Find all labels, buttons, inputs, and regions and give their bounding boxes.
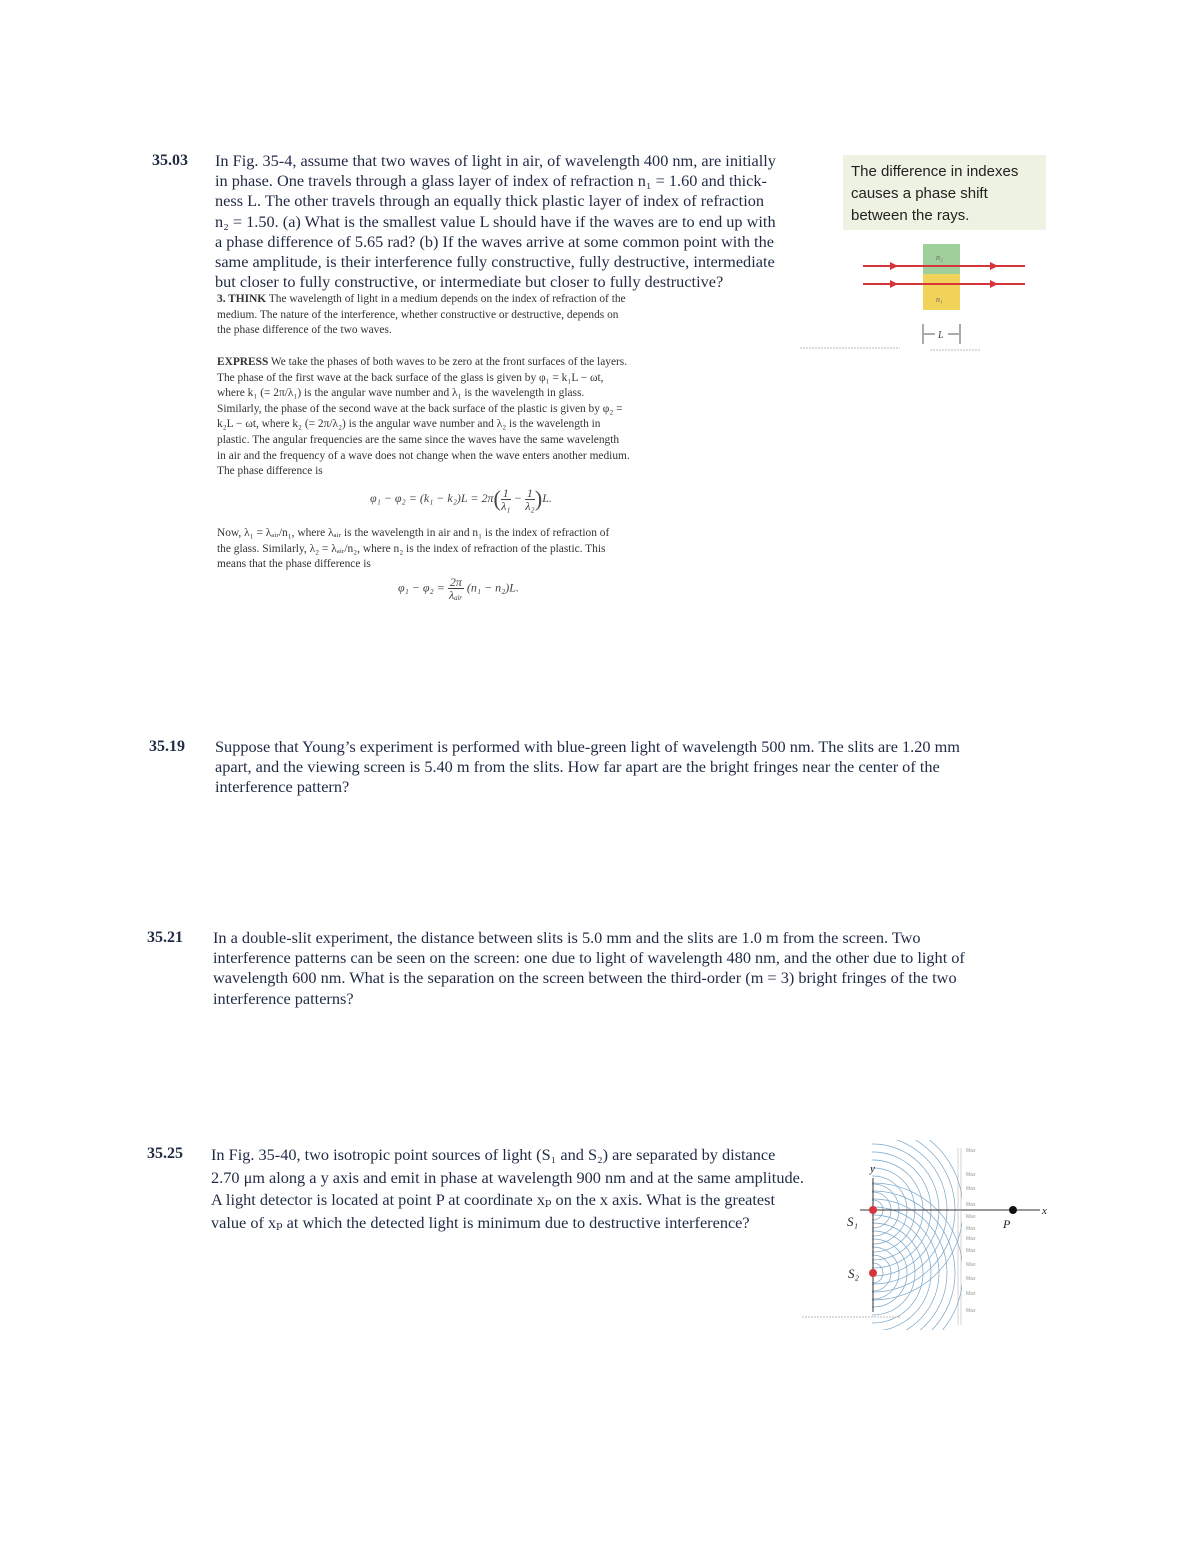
text-line: In Fig. 35-40, two isotropic point sources of light (S₁ and S₂) are separated by distance <box>211 1145 776 1164</box>
text-line: 2.70 μm along a y axis and emit in phase at wavelength 900 nm and at the same amplitude. <box>211 1167 804 1187</box>
problem-number: 35.21 <box>147 929 183 946</box>
arrow-icon <box>990 262 998 270</box>
detector-point <box>1009 1206 1017 1214</box>
arrow-icon <box>890 280 898 288</box>
equation-part: φ₁ − φ₂ = <box>398 580 445 595</box>
text-line: means that the phase difference is <box>217 558 371 571</box>
text-line: wavelength 600 nm. What is the separation on the screen between the third-order (m = 3) bright fringes of the two <box>213 968 957 988</box>
two-source-figure <box>800 1140 1060 1330</box>
equation-phase-index <box>398 576 519 601</box>
text-line: k₂L − ωt, where k₂ (= 2π/λ₂) is the angular wave number and λ₂ is the wavelength in <box>217 418 601 431</box>
problem-number: 35.03 <box>152 152 188 169</box>
max-label: Max <box>966 1291 976 1297</box>
max-label: Max <box>966 1214 976 1220</box>
text-line: but closer to fully constructive, or intermediate but closer to fully destructive? <box>215 272 724 292</box>
text-line: same amplitude, is their interference fully constructive, fully destructive, intermediate <box>215 252 775 272</box>
text-line: in phase. One travels through a glass layer of index of refraction n₁ = 1.60 and thick- <box>215 171 767 191</box>
text-line: In Fig. 35-4, assume that two waves of light in air, of wavelength 400 nm, are initially <box>215 151 776 170</box>
text-line: interference patterns? <box>213 988 354 1008</box>
callout-line: causes a phase shift <box>851 185 988 202</box>
max-label: Max <box>966 1148 976 1154</box>
text-line: ness L. The other travels through an equally thick plastic layer of index of refraction <box>215 191 765 211</box>
text-line: medium. The nature of the interference, whether constructive or destructive, depends on <box>217 308 619 321</box>
max-label: Max <box>966 1276 976 1282</box>
fraction: $\frac{2\pi}{\text{λₐᵢᵣ}}$ <box>449 575 463 602</box>
max-label: Max <box>966 1248 976 1254</box>
s1-label: S₁ <box>847 1214 859 1229</box>
text-line: A light detector is located at point P at coordinate xₚ on the x axis. What is the greatest <box>211 1190 775 1209</box>
text-line: We take the phases of both waves to be zero at the front surfaces of the layers. <box>268 356 628 368</box>
express-section <box>217 355 717 480</box>
equation-part: L. <box>542 490 552 505</box>
source-s1 <box>869 1206 877 1214</box>
text-line: In a double-slit experiment, the distance between slits is 5.0 mm and the slits are 1.0 m from the screen. Two <box>213 928 921 947</box>
equation-part: − <box>513 490 522 505</box>
s2-label: S₂ <box>848 1266 860 1281</box>
text-line: value of xₚ at which the detected light is minimum due to destructive interference? <box>211 1212 750 1232</box>
glass-layer <box>923 274 960 310</box>
problem-text <box>215 151 825 292</box>
text-line: in air and the frequency of a wave does not change when the wave enters another medium. <box>217 449 630 462</box>
problem-number: 35.19 <box>149 738 185 755</box>
now-section <box>217 526 717 573</box>
callout-line: between the rays. <box>851 207 970 224</box>
equation-part: (n₁ − n₂)L. <box>466 580 519 595</box>
think-section <box>217 292 717 339</box>
equation-part: φ₁ − φ₂ = (k₁ − k₂)L = 2π <box>370 490 494 505</box>
text-line: the glass. Similarly, λ₂ = λₐᵢᵣ/n₂, where n₂ is the index of refraction of the plastic. This <box>217 542 606 555</box>
arrow-icon <box>890 262 898 270</box>
layer-figure <box>790 238 1050 356</box>
text-line: where k₁ (= 2π/λ₁) is the angular wave number and λ₁ is the wavelength in glass. <box>217 387 585 400</box>
text-line: Suppose that Young’s experiment is performed with blue-green light of wavelength 500 nm. The slits are 1.20 mm <box>215 737 960 756</box>
problem-text <box>215 737 1055 798</box>
text-line: interference pattern? <box>215 777 350 797</box>
source-s2 <box>869 1269 877 1277</box>
text-line: a phase difference of 5.65 rad? (b) If the waves arrive at some common point with the <box>215 231 774 251</box>
text-line: Now, λ₁ = λₐᵢᵣ/n₁, where λₐᵢᵣ is the wavelength in air and n₁ is the index of refraction of <box>217 527 610 539</box>
max-label: Max <box>966 1172 976 1178</box>
max-label: Max <box>966 1202 976 1208</box>
problem-text <box>211 1144 861 1234</box>
max-label: Max <box>966 1262 976 1268</box>
fraction: $\frac{1}{\text{λ₁}}$ <box>501 485 511 513</box>
problem-number: 35.25 <box>147 1145 183 1162</box>
text-line: interference patterns can be seen on the screen: one due to light of wavelength 480 nm, and the other due to light of <box>213 948 965 968</box>
text-line: apart, and the viewing screen is 5.40 m from the slits. How far apart are the bright fringes near the center of the <box>215 757 940 777</box>
figure-callout <box>843 155 1046 230</box>
think-label: 3. THINK <box>217 293 267 305</box>
wavefronts <box>800 1140 963 1330</box>
fraction: $\frac{1}{\text{λ₂}}$ <box>525 485 535 513</box>
y-axis-label: y <box>870 1163 875 1175</box>
text-line: Similarly, the phase of the second wave at the back surface of the plastic is given by φ₂ = <box>217 402 623 415</box>
x-axis-label: x <box>1042 1205 1047 1217</box>
text-line: plastic. The angular frequencies are the same since the waves have the same wavelength <box>217 433 620 446</box>
max-label: Max <box>966 1308 976 1314</box>
max-label: Max <box>966 1236 976 1242</box>
text-line: The wavelength of light in a medium depends on the index of refraction of the <box>266 293 626 305</box>
p-label: P <box>1003 1217 1011 1231</box>
length-label: L <box>938 330 944 341</box>
n2-label: n₂ <box>936 253 943 262</box>
arrow-icon <box>990 280 998 288</box>
text-line: The phase of the first wave at the back surface of the glass is given by φ₁ = k₁L − ωt, <box>217 371 604 384</box>
equation-phase-difference: φ₁ − φ₂ = (k₁ − k₂)L = 2π( $\frac{1}{\text{λ₁}}$ − $\frac{1}{\text{λ₂}}$ )L. <box>370 485 552 513</box>
callout-line: The difference in indexes <box>851 163 1019 180</box>
n1-label: n₁ <box>936 295 943 304</box>
text-line: The phase difference is <box>217 465 323 478</box>
max-label: Max <box>966 1186 976 1192</box>
max-labels <box>966 1148 976 1314</box>
text-line: the phase difference of the two waves. <box>217 324 392 337</box>
text-line: n₂ = 1.50. (a) What is the smallest value L should have if the waves are to end up with <box>215 211 776 231</box>
express-label: EXPRESS <box>217 356 269 368</box>
problem-text <box>213 928 1053 1009</box>
max-label: Max <box>966 1226 976 1232</box>
